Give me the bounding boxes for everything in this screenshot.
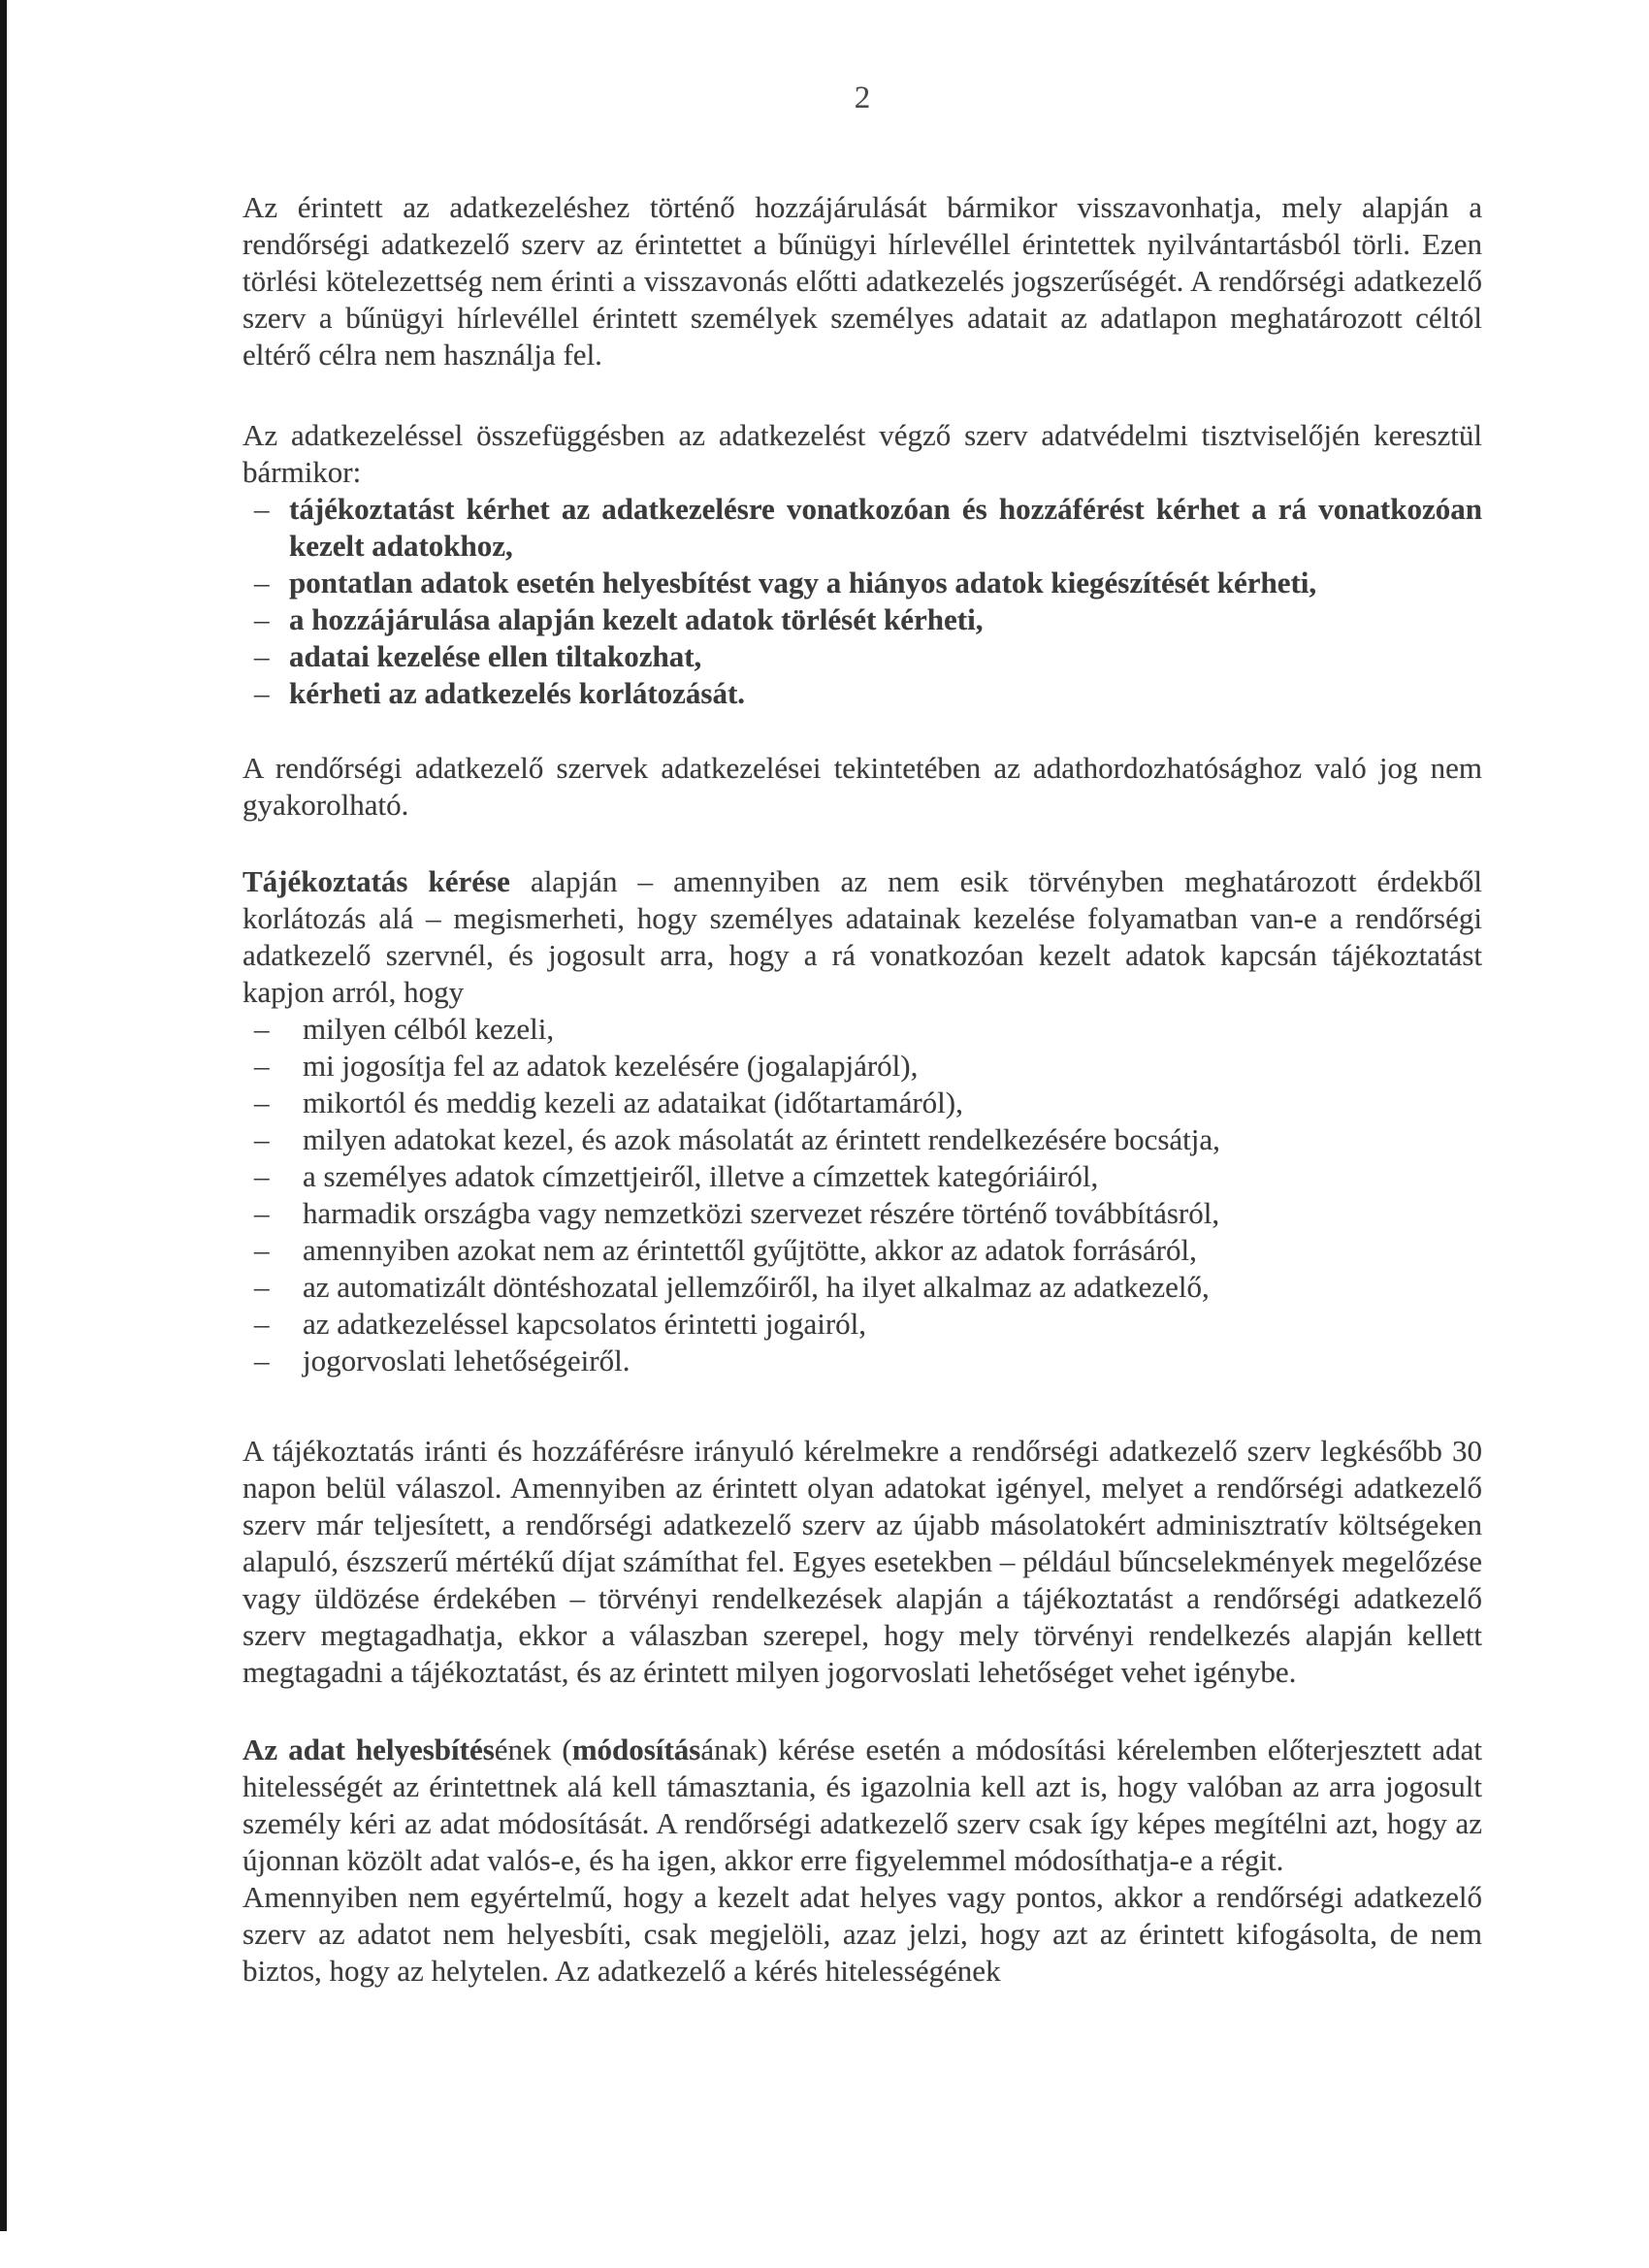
information-list (242, 1011, 1482, 1379)
bullet-dash: – (254, 1159, 270, 1193)
list-item: – adatai kezelése ellen tiltakozhat, (254, 639, 702, 673)
list-item: – a hozzájárulása alapján kezelt adatok törlését kérheti, (254, 602, 984, 636)
paragraph-information-request (242, 863, 1482, 1011)
paragraph-text: ának) kérése esetén a módosítási kérelemben előterjesztett adat hitelességét az érintettnek alá kell támasztania, és igazolnia kell azt is, hogy valóban az arra jogosult személy kéri az adat módosítását. A rendőrségi adatkezelő szerv csak így képes megítélni azt, hogy az újonnan közölt adat valós-e, és ha igen, akkor erre figyelemmel módosíthatja-e a régit. (242, 1733, 1482, 1877)
bullet-dash: – (254, 1307, 270, 1341)
bold-inline: módosítás (571, 1733, 701, 1766)
list-item: – kérheti az adatkezelés korlátozását. (254, 676, 746, 710)
paragraph-response-deadline: A tájékoztatás iránti és hozzáférésre irányuló kérelmekre a rendőrségi adatkezelő szerv legkésőbb 30 napon belül válaszol. Amennyiben az érintett olyan adatokat igényel, melyet a rendőrségi adatkezelő szerv már teljesített, a rendőrségi adatkezelő szerv az újabb másolatokért adminisztratív költségeken alapuló, észszerű mértékű díjat számíthat fel. Egyes esetekben – például bűncselekmények megelőzése vagy üldözése érdekében – törvényi rendelkezések alapján a tájékoztatást a rendőrségi adatkezelő szerv megtagadhatja, ekkor a válaszban szerepel, hogy mely törvényi rendelkezés alapján kellett megtagadni a tájékoztatást, és az érintett milyen jogorvoslati lehetőséget vehet igénybe. (242, 1434, 1482, 1689)
bullet-dash: – (254, 566, 270, 599)
page-number: 2 (854, 81, 871, 115)
bullet-dash: – (254, 602, 270, 636)
list-item: – az automatizált döntéshozatal jellemzőiről, ha ilyet alkalmaz az adatkezelő, (254, 1270, 1210, 1304)
bullet-dash: – (254, 1012, 270, 1046)
paragraph-text: alapján – amennyiben az nem esik törvényben meghatározott érdekből korlátozás alá – megismerheti, hogy személyes adatainak kezelése folyamatban van-e a rendőrségi adatkezelő szervnél, és jogosult arra, hogy a rá vonatkozóan kezelt adatok kapcsán tájékoztatást kapjon arról, hogy (242, 864, 1482, 1009)
list-item: – harmadik országba vagy nemzetközi szervezet részére történő továbbításról, (254, 1196, 1220, 1230)
bullet-dash: – (254, 1344, 270, 1377)
paragraph-portability: A rendőrségi adatkezelő szervek adatkezelései tekintetében az adathordozhatósághoz való jog nem gyakorolható. (242, 751, 1482, 822)
scan-edge-artifact (0, 0, 7, 2231)
bullet-dash: – (254, 492, 270, 526)
bullet-dash: – (254, 1233, 270, 1267)
list-item: – jogorvoslati lehetőségeiről. (254, 1344, 630, 1377)
bold-lead: Az adat helyesbítés (242, 1733, 495, 1766)
rights-list (242, 491, 1482, 712)
list-item: – a személyes adatok címzettjeiről, illetve a címzettek kategóriáiról, (254, 1159, 1099, 1193)
bullet-dash: – (254, 1085, 270, 1119)
list-item: – milyen adatokat kezel, és azok másolatát az érintett rendelkezésére bocsátja, (254, 1122, 1220, 1156)
bullet-dash: – (254, 1196, 270, 1230)
paragraph-data-marking: Amennyiben nem egyértelmű, hogy a kezelt adat helyes vagy pontos, akkor a rendőrségi adatkezelő szerv az adatot nem helyesbíti, csak megjelöli, azaz jelzi, hogy azt az érintett kifogásolta, de nem biztos, hogy az helytelen. Az adatkezelő a kérés hitelességének (242, 1880, 1482, 1988)
list-item: – tájékoztatást kérhet az adatkezelésre vonatkozóan és hozzáférést kérhet a rá vonatkozóan kezelt adatokhoz, (254, 492, 1482, 563)
bullet-dash: – (254, 1122, 270, 1156)
list-item: – pontatlan adatok esetén helyesbítést vagy a hiányos adatok kiegészítését kérheti, (254, 566, 1317, 599)
paragraph-consent-withdrawal: Az érintett az adatkezeléshez történő hozzájárulását bármikor visszavonhatja, mely alapján a rendőrségi adatkezelő szerv az érintettet a bűnügyi hírlevéllel érintettek nyilvántartásból törli. Ezen törlési kötelezettség nem érinti a visszavonás előtti adatkezelés jogszerűségét. A rendőrségi adatkezelő szerv a bűnügyi hírlevéllel érintett személyek személyes adatait az adatlapon meghatározott céltól eltérő célra nem használja fel. (242, 190, 1482, 372)
bullet-dash: – (254, 639, 270, 673)
list-item: – mi jogosítja fel az adatok kezelésére (jogalapjáról), (254, 1049, 919, 1083)
paragraph-dpo-intro: Az adatkezeléssel összefüggésben az adatkezelést végző szerv adatvédelmi tisztviselőjén keresztül bármikor: (242, 418, 1482, 489)
bullet-dash: – (254, 1270, 270, 1304)
list-item: – mikortól és meddig kezeli az adataikat (időtartamáról), (254, 1085, 963, 1119)
bold-lead: Tájékoztatás kérése (242, 864, 510, 898)
list-item: – az adatkezeléssel kapcsolatos érintetti jogairól, (254, 1307, 867, 1341)
paragraph-text: ének ( (494, 1733, 572, 1766)
bullet-dash: – (254, 1049, 270, 1083)
bullet-dash: – (254, 676, 270, 710)
list-item: – amennyiben azokat nem az érintettől gyűjtötte, akkor az adatok forrásáról, (254, 1233, 1197, 1267)
list-item: – milyen célból kezeli, (254, 1012, 555, 1046)
paragraph-rectification (242, 1732, 1482, 1879)
document-page (242, 0, 1482, 1990)
